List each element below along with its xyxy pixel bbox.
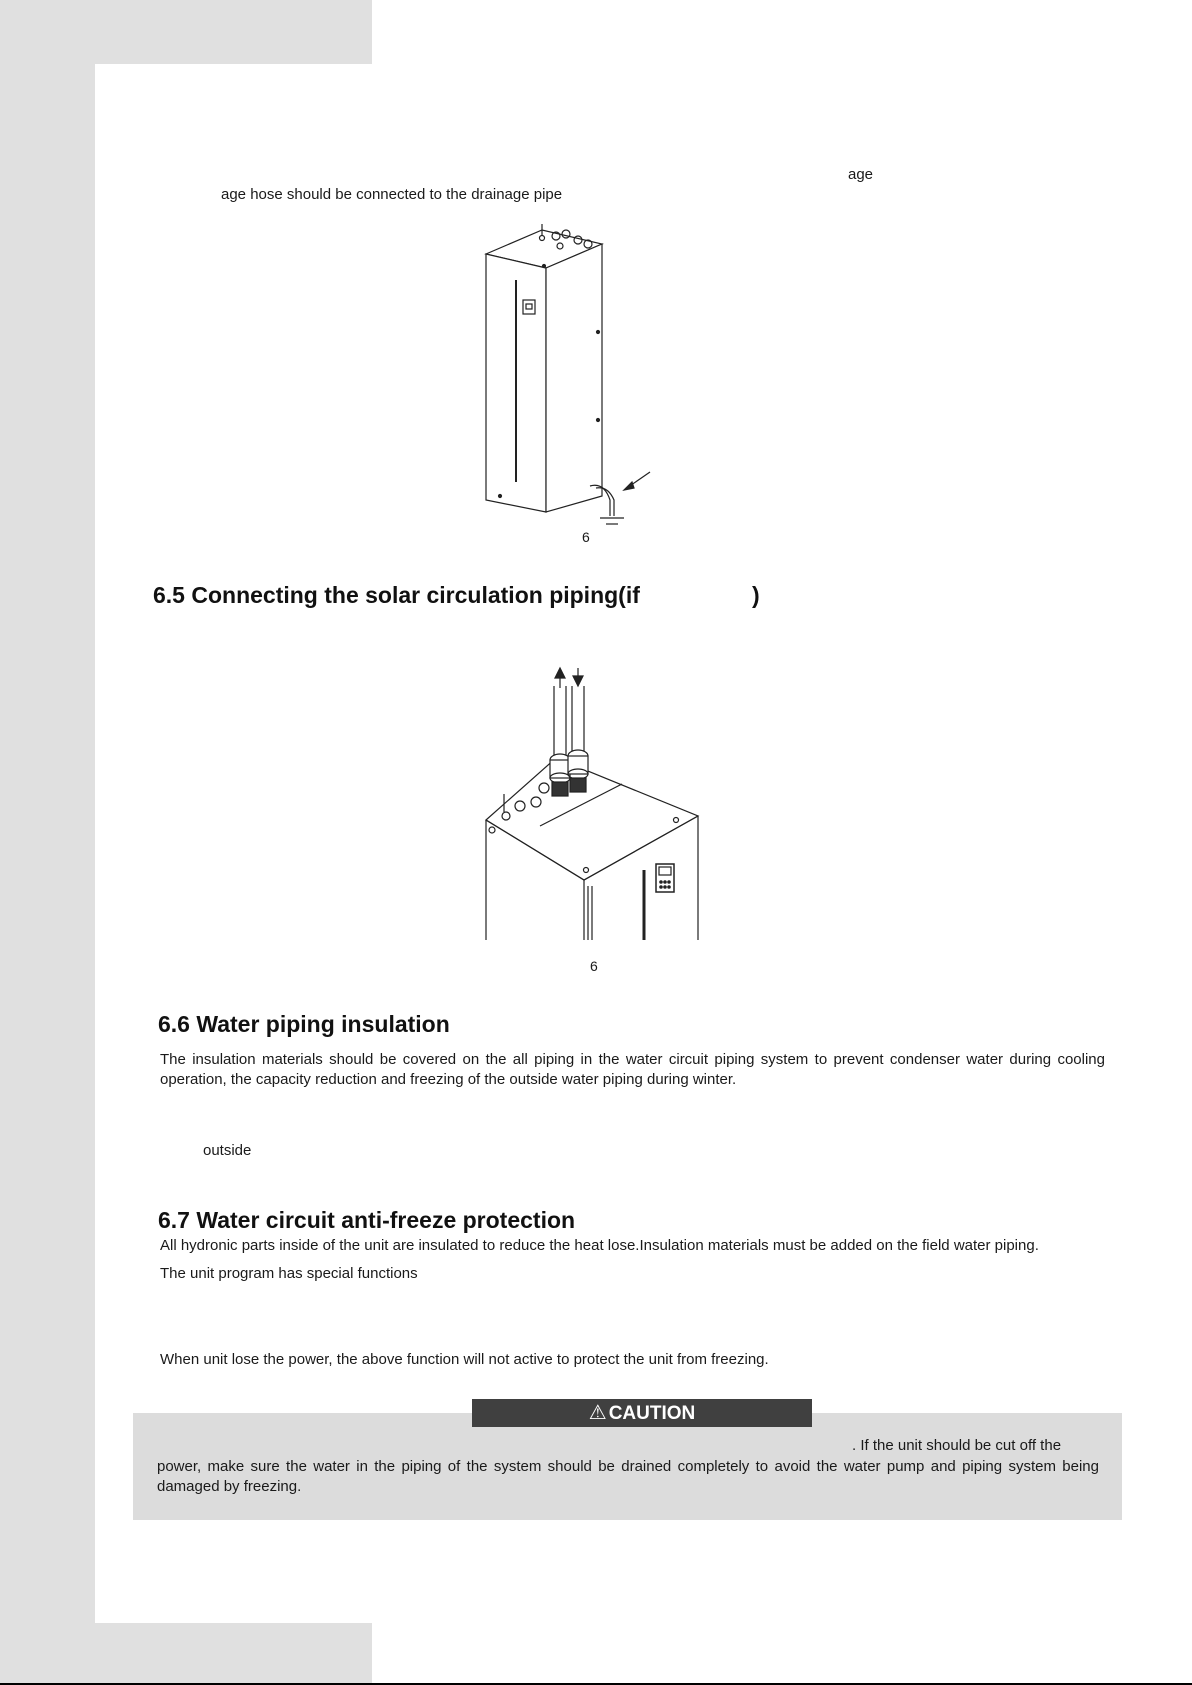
drain-hose-note: age hose should be connected to the drainage pipe [221, 186, 563, 203]
caution-banner [472, 1399, 812, 1427]
section-6-7-line3: When unit lose the power, the above function will not active to protect the unit from freezing. [160, 1351, 769, 1368]
caution-line1: . If the unit should be cut off the [852, 1437, 1062, 1454]
section-6-7-line2: The unit program has special functions [160, 1265, 418, 1282]
section-6-6-title: 6.6 Water piping insulation [158, 1011, 450, 1037]
caution-body: power, make sure the water in the piping of the system should be drained completely to avoid the water pump and piping system being damaged by freezing. [157, 1458, 1099, 1495]
caution-label: CAUTION [608, 1403, 696, 1424]
section-6-7-title: 6.7 Water circuit anti-freeze protection [158, 1207, 576, 1233]
page-margin-left [0, 0, 95, 1685]
top-fragment: age [848, 166, 874, 183]
section-6-6-fragment: outside [203, 1142, 252, 1159]
section-6-5-title-close: ) [752, 582, 760, 608]
unit-drain-hose-figure [480, 224, 660, 536]
figure2-caption: 6 [590, 958, 598, 974]
page-margin-bottom-tab [0, 1623, 372, 1685]
section-6-7-line1: All hydronic parts inside of the unit are insulated to reduce the heat lose.Insulation materials must be added on the field water piping. [160, 1237, 1039, 1254]
figure1-caption: 6 [582, 529, 590, 545]
section-6-5-title: 6.5 Connecting the solar circulation piping(if [153, 582, 640, 608]
page-margin-top-tab [0, 0, 372, 64]
warning-triangle-icon: ⚠ [588, 1402, 607, 1424]
solar-piping-figure [480, 664, 702, 942]
section-6-6-body: The insulation materials should be covered on the all piping in the water circuit piping system to prevent condenser water during cooling operation, the capacity reduction and freezing of the outside water piping during winter. [160, 1051, 1105, 1088]
